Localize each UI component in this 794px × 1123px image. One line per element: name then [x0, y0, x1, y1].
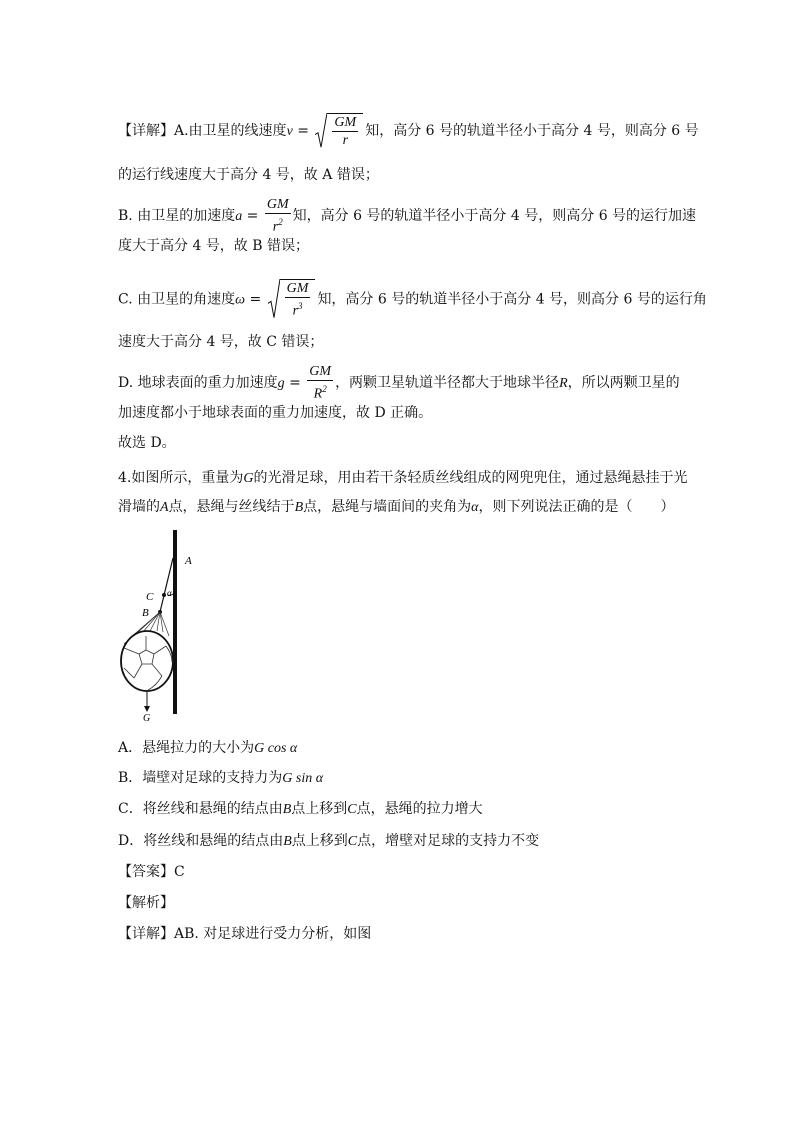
answer-line: [118, 862, 185, 882]
p4b-line: 加速度都小于地球表面的重力加速度，故 D 正确。: [118, 405, 433, 421]
p3-line: [118, 279, 707, 320]
label-b: B: [142, 607, 149, 619]
p4-text-c: ，所以两颗卫星的: [567, 374, 680, 391]
football-ball: [121, 631, 173, 691]
eq-sign: =: [242, 207, 263, 224]
answer-tag: 【答案】: [118, 864, 174, 880]
radical-sign: [268, 279, 280, 320]
detail-text: AB. 对足球进行受力分析，如图: [174, 926, 372, 942]
rope-line: [160, 558, 173, 612]
eq-sign: =: [245, 291, 266, 308]
frac-num: GM: [309, 364, 332, 379]
p3-text-b: 知，高分 6 号的轨道半径小于高分 4 号，则高分 6 号的运行角: [317, 291, 707, 308]
radical-sign: [315, 113, 327, 149]
p1b-line: 的运行线速度大于高分 4 号，故 A 错误；: [118, 167, 379, 183]
fraction: [265, 196, 291, 236]
R-symbol: R: [559, 375, 568, 391]
omega-symbol: ω: [235, 292, 246, 308]
label-alpha: α: [167, 588, 172, 598]
p2b-line: 度大于高分 4 号，故 B 错误；: [118, 238, 309, 254]
p1-line: [118, 113, 699, 149]
frac-den: r: [342, 133, 349, 148]
fraction: [307, 363, 333, 403]
gravity-arrowhead: [144, 706, 150, 712]
football-wall-figure: [116, 528, 206, 723]
p2-text-a: B. 由卫星的加速度: [118, 207, 236, 224]
eq-sign: =: [284, 374, 306, 391]
sqrt-expression: [268, 279, 316, 320]
frac-num: GM: [286, 281, 309, 296]
detail-tag-2: 【详解】: [118, 926, 174, 942]
p3-text-a: C. 由卫星的角速度: [118, 291, 236, 308]
answer-value: C: [174, 864, 185, 880]
v-symbol: v: [286, 124, 293, 139]
option-b: B．墙壁对足球的支持力为G sin α: [118, 770, 324, 786]
p3b-line: 速度大于高分 4 号，故 C 错误；: [118, 334, 324, 350]
p2-text-b: 知，高分 6 号的轨道半径小于高分 4 号，则高分 6 号的运行加速: [292, 207, 697, 224]
sqrt-expression: [315, 113, 363, 149]
frac-num: GM: [334, 115, 357, 130]
option-a: A．悬绳拉力的大小为G cos α: [118, 740, 298, 756]
frac-num: GM: [266, 197, 289, 212]
frac-den: $r^2$: [272, 217, 283, 235]
label-g: G: [143, 713, 151, 723]
fraction: [285, 280, 311, 320]
analysis-tag: 【解析】: [118, 895, 174, 911]
option-d: D．将丝线和悬绳的结点由B点上移到C点，增壁对足球的支持力不变: [118, 833, 540, 849]
p2-line: [118, 196, 696, 236]
option-c: C．将丝线和悬绳的结点由B点上移到C点，悬绳的拉力增大: [118, 801, 483, 817]
p5-line: 故选 D。: [118, 435, 176, 451]
detail-line: [118, 924, 371, 944]
p4-text-b: ，两颗卫星轨道半径都大于地球半径: [335, 374, 560, 391]
frac-den: $r^3$: [292, 301, 303, 319]
p1-text-a: A.由卫星的线速度: [174, 123, 287, 139]
q4-line2: 滑墙的A点，悬绳与丝线结于B点，悬绳与墙面间的夹角为α，则下列说法正确的是（ ）: [118, 499, 675, 515]
g-symbol: g: [277, 375, 285, 391]
label-c: C: [146, 591, 154, 603]
q4-line1: 4.如图所示，重量为G的光滑足球，用由若干条轻质丝线组成的网兜兜住，通过悬绳悬挂于光: [118, 470, 688, 486]
eq-sign: =: [292, 123, 314, 139]
p4-text-a: D. 地球表面的重力加速度: [118, 374, 278, 391]
label-a: A: [185, 555, 192, 567]
analysis-line: [118, 893, 174, 913]
fraction: [332, 114, 358, 149]
detail-tag: 【详解】: [118, 123, 174, 139]
p1-text-b: 知，高分 6 号的轨道半径小于高分 4 号，则高分 6 号: [365, 123, 699, 139]
frac-den: $R^2$: [313, 384, 327, 402]
a-symbol: a: [235, 208, 243, 224]
p4-line: [118, 363, 680, 403]
knot-c: [162, 593, 166, 597]
